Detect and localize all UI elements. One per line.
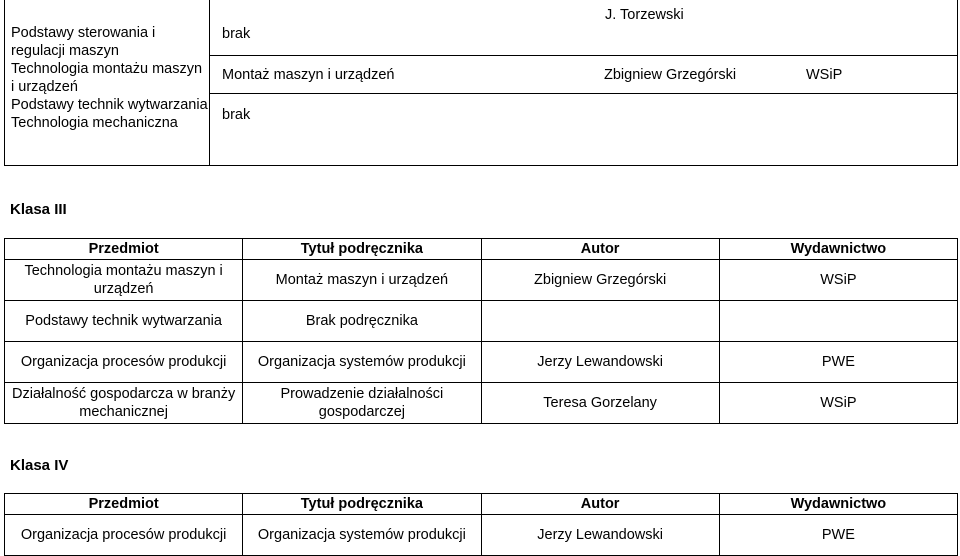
top-row-2	[210, 56, 958, 94]
top-row-title: brak	[222, 26, 251, 42]
table-row	[5, 301, 958, 342]
top-subject: Technologia montażu maszyn i urządzeń	[11, 61, 203, 95]
klasa-iv-table	[4, 493, 958, 556]
cell-title: Organizacja systemów produkcji	[243, 515, 481, 556]
header-autor: Autor	[481, 239, 719, 260]
cell-author	[481, 301, 719, 342]
table-row	[5, 383, 958, 424]
table-row	[5, 260, 958, 301]
top-row-author: J. Torzewski	[605, 7, 684, 23]
top-subject: Podstawy technik wytwarzania	[11, 97, 208, 113]
top-subjects-cell	[5, 0, 210, 165]
cell-title: Montaż maszyn i urządzeń	[243, 260, 481, 301]
cell-subject: Organizacja procesów produkcji	[5, 515, 243, 556]
top-subject: Podstawy sterowania i regulacji maszyn	[11, 25, 156, 59]
cell-subject: Organizacja procesów produkcji	[5, 342, 243, 383]
cell-subject: Działalność gospodarcza w branży mechanicznej	[5, 383, 243, 424]
cell-publisher: PWE	[719, 515, 957, 556]
header-wydawnictwo: Wydawnictwo	[719, 494, 957, 515]
cell-subject: Technologia montażu maszyn i urządzeń	[5, 260, 243, 301]
cell-publisher: WSiP	[719, 383, 957, 424]
table-row	[5, 342, 958, 383]
header-autor: Autor	[481, 494, 719, 515]
cell-subject: Podstawy technik wytwarzania	[5, 301, 243, 342]
top-row-1	[210, 0, 958, 56]
cell-publisher: PWE	[719, 342, 957, 383]
top-row-publisher: WSiP	[806, 67, 843, 83]
cell-author: Jerzy Lewandowski	[481, 515, 719, 556]
cell-publisher: WSiP	[719, 260, 957, 301]
klasa-iv-heading: Klasa IV	[10, 457, 69, 474]
table-header-row	[5, 239, 958, 260]
top-table	[4, 0, 958, 166]
cell-title: Brak podręcznika	[243, 301, 481, 342]
cell-title: Organizacja systemów produkcji	[243, 342, 481, 383]
cell-title: Prowadzenie działalności gospodarczej	[243, 383, 481, 424]
top-subject: Technologia mechaniczna	[11, 115, 178, 131]
top-row-3	[210, 94, 958, 165]
cell-publisher	[719, 301, 957, 342]
header-przedmiot: Przedmiot	[5, 239, 243, 260]
cell-author: Jerzy Lewandowski	[481, 342, 719, 383]
top-row-author: Zbigniew Grzegórski	[604, 67, 737, 83]
table-header-row	[5, 494, 958, 515]
cell-author: Teresa Gorzelany	[481, 383, 719, 424]
table-row	[5, 515, 958, 556]
header-wydawnictwo: Wydawnictwo	[719, 239, 957, 260]
top-row-title: brak	[222, 107, 251, 123]
header-tytul: Tytuł podręcznika	[243, 239, 481, 260]
header-tytul: Tytuł podręcznika	[243, 494, 481, 515]
klasa-iii-heading: Klasa III	[10, 201, 67, 218]
klasa-iii-table	[4, 238, 958, 424]
cell-author: Zbigniew Grzegórski	[481, 260, 719, 301]
header-przedmiot: Przedmiot	[5, 494, 243, 515]
top-row-title: Montaż maszyn i urządzeń	[222, 67, 395, 83]
